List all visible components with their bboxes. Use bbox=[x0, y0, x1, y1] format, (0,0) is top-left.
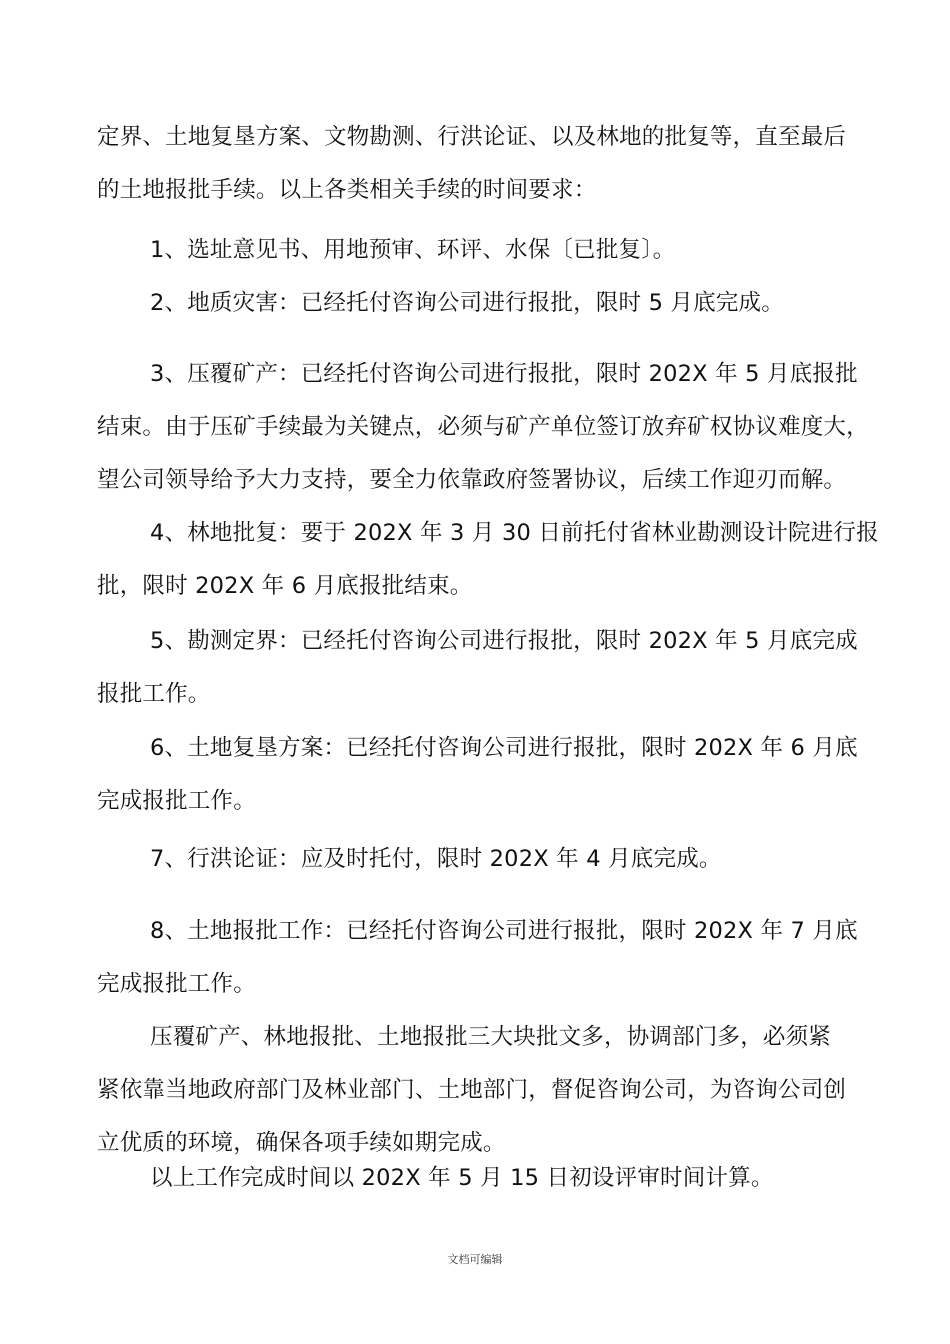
paragraph-line: 的土地报批手续。以上各类相关手续的时间要求： bbox=[97, 177, 597, 203]
paragraph-line: 定界、土地复垦方案、文物勘测、行洪论证、以及林地的批复等，直至最后 bbox=[97, 124, 847, 150]
list-item-4: 4、林地批复：要于 202X 年 3 月 30 日前托付省林业勘测设计院进行报 bbox=[150, 520, 879, 546]
paragraph-line: 紧依靠当地政府部门及林业部门、土地部门，督促咨询公司，为咨询公司创 bbox=[97, 1077, 847, 1103]
list-item-2: 2、地质灾害：已经托付咨询公司进行报批，限时 5 月底完成。 bbox=[150, 290, 784, 316]
list-item-3-continued: 结束。由于压矿手续最为关键点，必须与矿产单位签订放弃矿权协议难度大， bbox=[97, 414, 869, 440]
list-item-1: 1、选址意见书、用地预审、环评、水保〔已批复〕。 bbox=[150, 237, 676, 263]
list-item-8: 8、土地报批工作：已经托付咨询公司进行报批，限时 202X 年 7 月底 bbox=[150, 918, 858, 944]
list-item-8-continued: 完成报批工作。 bbox=[97, 971, 256, 997]
list-item-6-continued: 完成报批工作。 bbox=[97, 788, 256, 814]
paragraph-line: 压覆矿产、林地报批、土地报批三大块批文多，协调部门多，必须紧 bbox=[150, 1024, 832, 1050]
page-footer: 文档可编辑 bbox=[447, 1253, 503, 1266]
list-item-4-continued: 批，限时 202X 年 6 月底报批结束。 bbox=[97, 573, 473, 599]
list-item-3-continued: 望公司领导给予大力支持，要全力依靠政府签署协议，后续工作迎刃而解。 bbox=[97, 467, 847, 493]
list-item-3: 3、压覆矿产：已经托付咨询公司进行报批，限时 202X 年 5 月底报批 bbox=[150, 361, 858, 387]
paragraph-line: 立优质的环境，确保各项手续如期完成。 bbox=[97, 1130, 506, 1156]
paragraph-line: 以上工作完成时间以 202X 年 5 月 15 日初设评审时间计算。 bbox=[150, 1165, 774, 1191]
list-item-5: 5、勘测定界：已经托付咨询公司进行报批，限时 202X 年 5 月底完成 bbox=[150, 628, 858, 654]
list-item-7: 7、行洪论证：应及时托付，限时 202X 年 4 月底完成。 bbox=[150, 846, 722, 872]
list-item-6: 6、土地复垦方案：已经托付咨询公司进行报批，限时 202X 年 6 月底 bbox=[150, 735, 858, 761]
list-item-5-continued: 报批工作。 bbox=[97, 681, 211, 707]
